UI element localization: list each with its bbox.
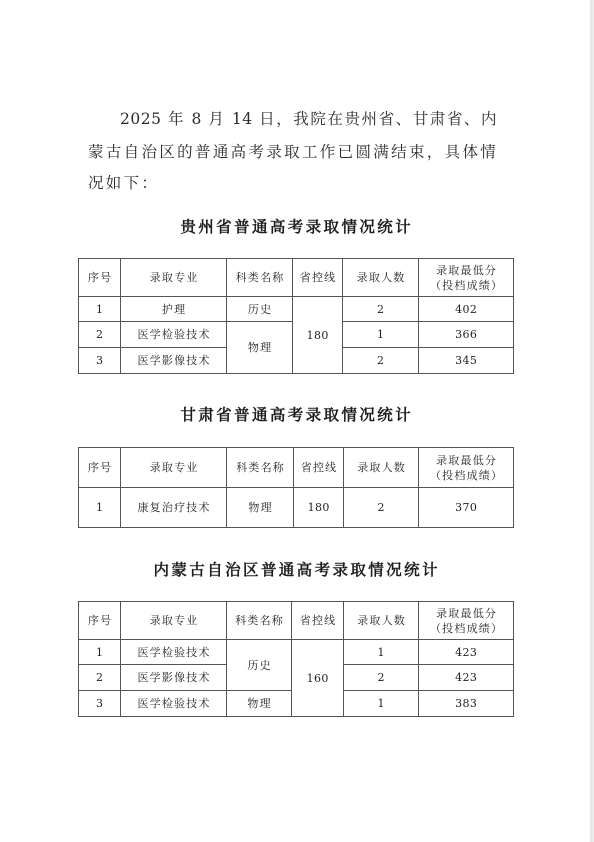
header-major: 录取专业 xyxy=(121,259,227,297)
cell-admitted-count: 2 xyxy=(343,297,419,322)
page-edge-shadow xyxy=(589,0,594,842)
header-min-score-label: 录取最低分 xyxy=(436,453,498,467)
header-min-score-label: 录取最低分 xyxy=(436,606,498,620)
admission-table-gansu xyxy=(78,447,514,528)
cell-admitted-count: 2 xyxy=(344,488,419,528)
header-subject-category: 科类名称 xyxy=(227,448,294,488)
cell-min-score: 423 xyxy=(419,640,514,665)
cell-min-score: 345 xyxy=(419,348,514,374)
header-min-score-label: 录取最低分 xyxy=(436,263,498,277)
intro-paragraph-line-1: 2025 年 8 月 14 日，我院在贵州省、甘肃省、内 xyxy=(120,110,497,128)
header-min-score xyxy=(419,602,514,640)
cell-serial-no: 3 xyxy=(79,691,121,717)
cell-major: 护理 xyxy=(121,297,227,322)
cell-serial-no: 3 xyxy=(79,348,121,374)
intro-paragraph-line-2: 蒙古自治区的普通高考录取工作已圆满结束，具体情 xyxy=(88,143,497,161)
cell-min-score: 423 xyxy=(419,665,514,691)
table-row xyxy=(79,488,514,528)
cell-min-score: 370 xyxy=(419,488,514,528)
cell-serial-no: 1 xyxy=(79,488,121,528)
intro-paragraph-line-3: 况如下： xyxy=(88,174,160,192)
table-title-gansu: 甘肃省普通高考录取情况统计 xyxy=(180,406,414,424)
cell-major: 医学检验技术 xyxy=(121,691,227,717)
table-row xyxy=(79,297,514,322)
cell-major: 医学影像技术 xyxy=(121,665,227,691)
admission-table-inner-mongolia xyxy=(78,601,514,717)
cell-major: 康复治疗技术 xyxy=(121,488,227,528)
header-major: 录取专业 xyxy=(121,448,227,488)
cell-serial-no: 2 xyxy=(79,665,121,691)
cell-control-line: 160 xyxy=(292,640,344,717)
header-serial-no: 序号 xyxy=(79,448,121,488)
header-min-score xyxy=(419,448,514,488)
cell-control-line: 180 xyxy=(294,488,344,528)
cell-subject-category: 历史 xyxy=(227,640,292,691)
header-subject-category: 科类名称 xyxy=(227,259,293,297)
header-admitted-count: 录取人数 xyxy=(343,259,419,297)
cell-min-score: 402 xyxy=(419,297,514,322)
header-control-line: 省控线 xyxy=(294,448,344,488)
cell-subject-category: 物理 xyxy=(227,691,292,717)
admission-table-guizhou xyxy=(78,258,514,374)
table-header-row xyxy=(79,448,514,488)
header-serial-no: 序号 xyxy=(79,259,121,297)
cell-subject-category: 物理 xyxy=(227,488,294,528)
cell-major: 医学检验技术 xyxy=(121,640,227,665)
cell-admitted-count: 1 xyxy=(344,640,419,665)
cell-control-line: 180 xyxy=(293,297,343,374)
cell-subject-category: 物理 xyxy=(227,322,293,374)
table-row xyxy=(79,640,514,665)
cell-major: 医学影像技术 xyxy=(121,348,227,374)
header-min-score-note: （投档成绩） xyxy=(429,621,504,635)
header-min-score-note: （投档成绩） xyxy=(429,468,504,482)
header-serial-no: 序号 xyxy=(79,602,121,640)
cell-major: 医学检验技术 xyxy=(121,322,227,348)
cell-min-score: 366 xyxy=(419,322,514,348)
header-admitted-count: 录取人数 xyxy=(344,602,419,640)
cell-admitted-count: 2 xyxy=(344,665,419,691)
header-major: 录取专业 xyxy=(121,602,227,640)
cell-subject-category: 历史 xyxy=(227,297,293,322)
table-title-inner-mongolia: 内蒙古自治区普通高考录取情况统计 xyxy=(153,561,440,579)
header-admitted-count: 录取人数 xyxy=(344,448,419,488)
cell-serial-no: 2 xyxy=(79,322,121,348)
cell-serial-no: 1 xyxy=(79,640,121,665)
header-control-line: 省控线 xyxy=(292,602,344,640)
cell-admitted-count: 1 xyxy=(344,691,419,717)
cell-admitted-count: 1 xyxy=(343,322,419,348)
header-min-score xyxy=(419,259,514,297)
cell-admitted-count: 2 xyxy=(343,348,419,374)
header-control-line: 省控线 xyxy=(293,259,343,297)
header-subject-category: 科类名称 xyxy=(227,602,292,640)
table-header-row xyxy=(79,259,514,297)
table-title-guizhou: 贵州省普通高考录取情况统计 xyxy=(180,218,414,236)
table-header-row xyxy=(79,602,514,640)
cell-min-score: 383 xyxy=(419,691,514,717)
cell-serial-no: 1 xyxy=(79,297,121,322)
header-min-score-note: （投档成绩） xyxy=(429,278,504,292)
